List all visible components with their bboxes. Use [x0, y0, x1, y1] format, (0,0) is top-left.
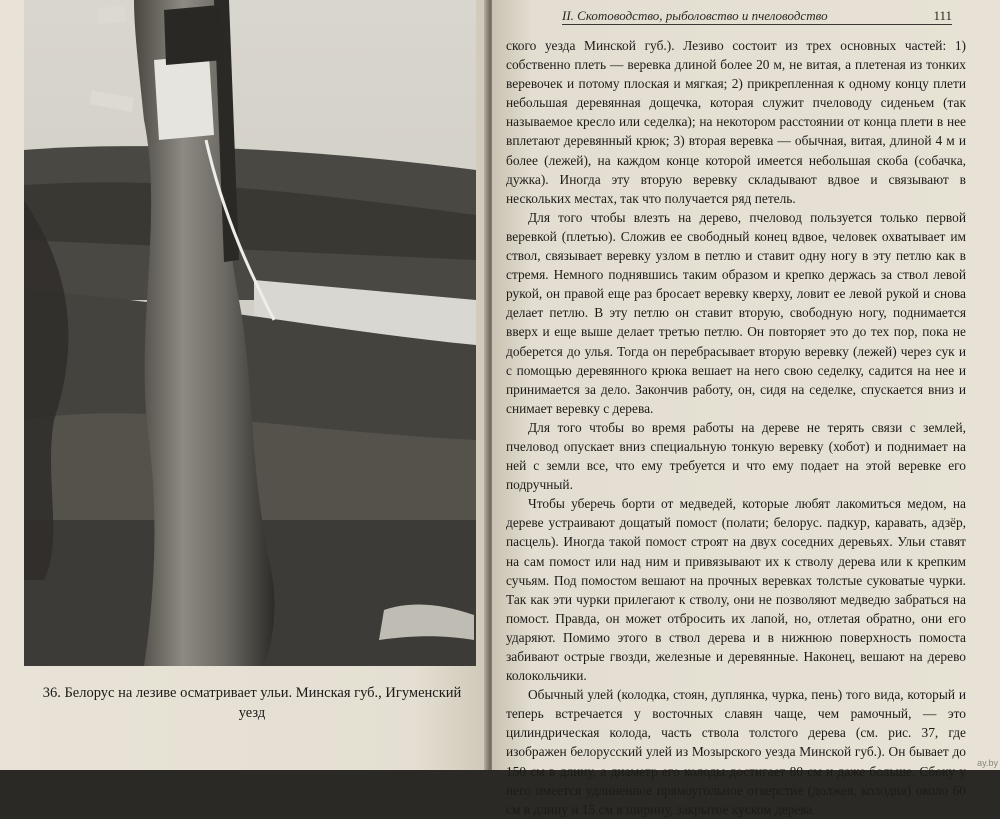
paragraph: Обычный улей (колодка, стоян, дуплянка, чурка, пень) того вида, который и теперь встречается у восточных славян чаще, чем рамочный, — это цилиндрическая колода, часть ствола толстого дерева (см. рис. 37, где изображен белорусский улей из Мозырского уезда Минской губ.). Он бывает до 150 см в длину, а диаметр его колоды достигает 80 см и даже больше. Сбоку у него имеется удлиненное прямоугольное отверстие (должея, колодня) около 60 см в длину и 15 см в ширину, закрытое куском дерева — [506, 687, 966, 817]
right-page — [492, 0, 1000, 817]
running-head-title: II. Скотоводство, рыболовство и пчеловодство — [562, 8, 828, 23]
figure-caption: 36. Белорус на лезиве осматривает ульи. Минская губ., Игуменский уезд — [42, 685, 462, 721]
watermark: ay.by — [977, 758, 998, 768]
body-text — [506, 36, 966, 819]
paragraph: Для того чтобы влезть на дерево, пчеловод пользуется только первой веревкой (плетью). Сложив ее свободный конец вдвое, человек охватывает им ствол, связывает веревку узлом в петлю и ставит одну ногу в эту петлю как в стремя. Немного поднявшись таким образом и крепко держась за ствол левой рукой, он правой еще раз бросает веревку кверху, ловит ее левой рукой и снова делает петлю. В эту петлю он ставит вторую, свободную ногу, поднимается вверх и еще выше делает третью петлю. Он повторяет это до тех пор, пока не доберется до улья. Тогда он перебрасывает вторую веревку (лежей) через сук и с помощью деревянного крюка вешает на него свою седелку, садится на нее и принимается за дело. Закончив работу, он, сидя на седелке, спускается вниз и снимает веревку с дерева. — [506, 209, 966, 416]
paragraph: Чтобы уберечь борти от медведей, которые любят лакомиться медом, на дереве устраивают дощатый помост (полати; белорус. падкур, каравать, адзёр, пасцель). Иногда такой помост строят на двух соседних деревьях. Ульи ставят на сам помост или над ним и привязывают их к стволу дерева или к крепким сучьям. Под помостом вешают на прочных веревках толстые суковатые чурки. Так как эти чурки прилегают к стволу, они не позволяют медведю забраться на помост. Правда, он может отбросить их лапой, но, отлетая обратно, они его ударяют. Помимо этого в ствол дерева и в нижнюю поверхность помоста забивают острые гвозди, железные и деревянные. Наконец, вешают на дерево колокольчики. — [506, 496, 966, 684]
running-head — [562, 4, 952, 25]
paragraph: Для того чтобы во время работы на дереве не терять связи с землей, пчеловод опускает вниз специальную тонкую веревку (хобот) и поднимает на ней с земли все, что ему требуется и что ему подает на этой веревке его подручный. — [506, 419, 966, 493]
page-number: 111 — [933, 8, 952, 23]
figure-photo-beekeeper-on-tree — [24, 0, 476, 666]
left-page — [0, 0, 488, 770]
paragraph: ского уезда Минской губ.). Лезиво состоит из трех основных частей: 1) собственно плеть — веревка длиной более 20 м, не витая, а плетеная из тонких веревочек и потому плоская и мягкая; 2) прикрепленная к одному концу плети небольшая деревянная дощечка, которая служит пчеловоду сиденьем (так называемое кресло или седелка); на некотором расстоянии от конца плети в нее вплетают деревянный крюк; 3) вторая веревка — обычная, витая, длиной 4 м и более (лежей), на каждом конце которой имеется небольшая скоба (собачка, дужка). Иногда эту вторую веревку складывают вдвое и связывают в нескольких местах, так что получается ряд петель. — [506, 38, 966, 206]
